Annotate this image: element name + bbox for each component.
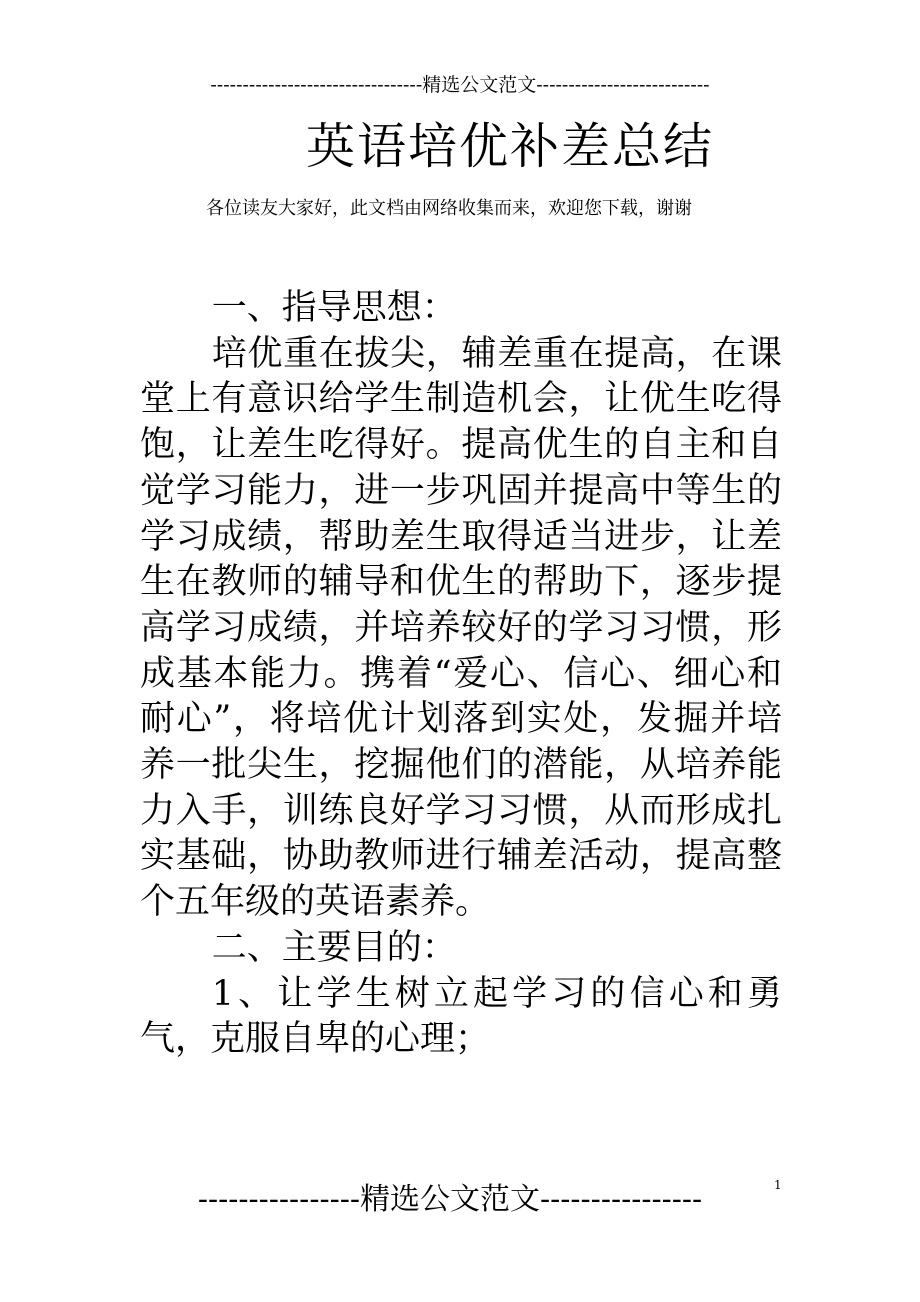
document-body — [140, 286, 782, 1063]
document-subtitle: 各位读友大家好，此文档由网络收集而来，欢迎您下载，谢谢 — [206, 198, 692, 219]
section-heading-main-purpose: 二、主要目的： — [211, 927, 457, 968]
page-number: 1 — [774, 1178, 782, 1192]
paragraph-guiding-ideology: 培优重在拔尖，辅差重在提高，在课堂上有意识给学生制造机会，让优生吃得饱，让差生吃得好。提高优生的自主和自觉学习能力，进一步巩固并提高中等生的学习成绩，帮助差生取得适当进步，让差生在教师的辅导和优生的帮助下，逐步提高学习成绩，并培养较好的学习习惯，形成基本能力。携着“爱心、信心、细心和耐心”，将培优计划落到实处，发掘并培养一批尖生，挖掘他们的潜能，从培养能力入手，训练良好学习习惯，从而形成扎实基础，协助教师进行辅差活动，提高整个五年级的英语素养。 — [140, 333, 782, 923]
section-heading-guiding-ideology: 一、指导思想： — [211, 288, 457, 328]
page-header: ---------------------------------精选公文范文--------------------------- — [210, 74, 710, 96]
paragraph-purpose-item-1: 1、让学生树立起学习的信心和勇气，克服自卑的心理； — [140, 973, 782, 1060]
page-footer: ----------------精选公文范文---------------- — [197, 1182, 703, 1217]
document-title: 英语培优补差总结 — [306, 118, 715, 175]
